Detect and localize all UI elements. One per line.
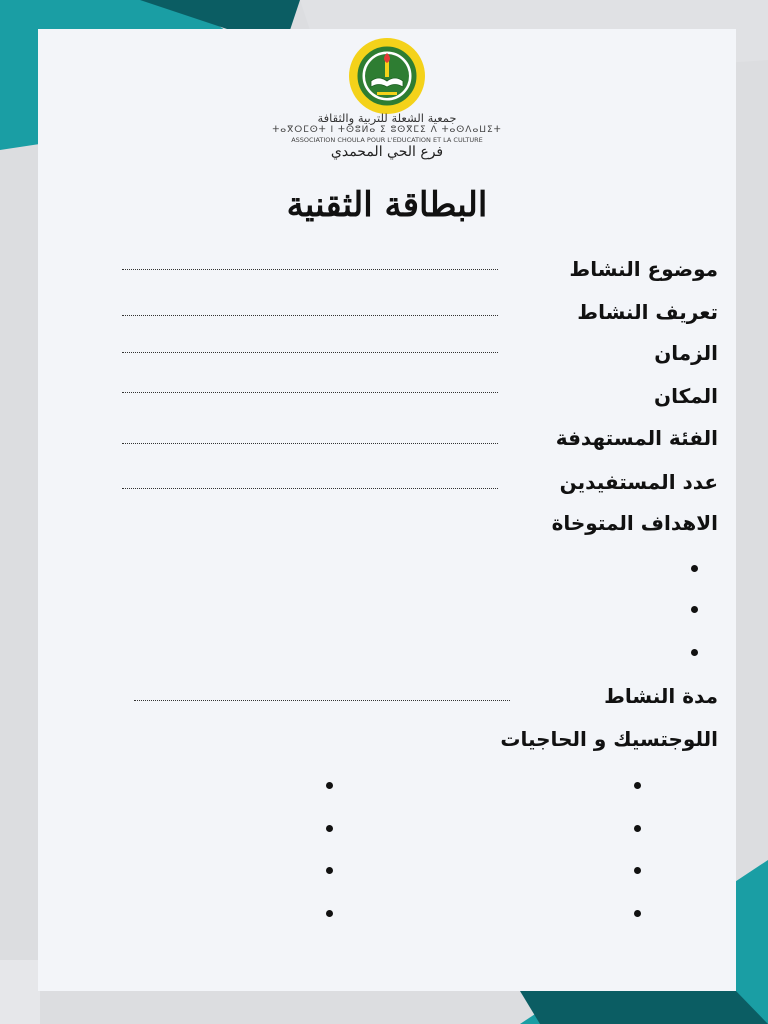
goal-bullet	[691, 606, 698, 613]
dotted-line	[122, 352, 498, 353]
logistics-bullet	[634, 782, 641, 789]
field-activity-duration: مدة النشاط	[604, 684, 718, 708]
logistics-bullet	[634, 867, 641, 874]
technical-sheet-page	[38, 29, 736, 991]
association-name-tifinagh: ⵜⴰⴳⵔⵎⵙⵜ ⵏ ⵜⵙⵓⵍⴰ ⵉ ⵓⵙⴳⵎⵉ ⴷ ⵜⴰⵙⴷⴰⵡⵉⵜ	[272, 125, 502, 135]
logistics-bullet	[326, 782, 333, 789]
logistics-bullet	[326, 825, 333, 832]
field-target-group: الفئة المستهدفة	[555, 426, 718, 450]
logistics-bullet	[634, 825, 641, 832]
dotted-line	[122, 488, 498, 489]
field-expected-goals: الاهداف المتوخاة	[551, 511, 718, 535]
field-activity-subject: موضوع النشاط	[569, 257, 718, 281]
logistics-bullet	[326, 910, 333, 917]
field-time: الزمان	[654, 341, 718, 365]
page-title: البطاقة الثقنية	[286, 185, 488, 225]
dotted-line	[122, 392, 498, 393]
goal-bullet	[691, 565, 698, 572]
field-activity-definition: تعريف النشاط	[577, 300, 718, 324]
field-place: المكان	[654, 384, 718, 408]
branch-name: فرع الحي المحمدي	[330, 144, 444, 160]
dotted-line	[122, 269, 498, 270]
logistics-bullet	[326, 867, 333, 874]
dotted-line	[122, 315, 498, 316]
association-name-arabic: جمعية الشعلة للتربية والثقافة	[317, 111, 457, 125]
logistics-bullet	[634, 910, 641, 917]
dotted-line	[122, 443, 498, 444]
dotted-line	[134, 700, 510, 701]
association-logo	[38, 37, 736, 115]
field-beneficiaries-count: عدد المستفيدين	[559, 470, 718, 494]
field-logistics-needs: اللوجتسيك و الحاجيات	[500, 727, 718, 751]
association-name-french: ASSOCIATION CHOULA POUR L'EDUCATION ET LA CULTURE	[291, 136, 483, 144]
goal-bullet	[691, 649, 698, 656]
